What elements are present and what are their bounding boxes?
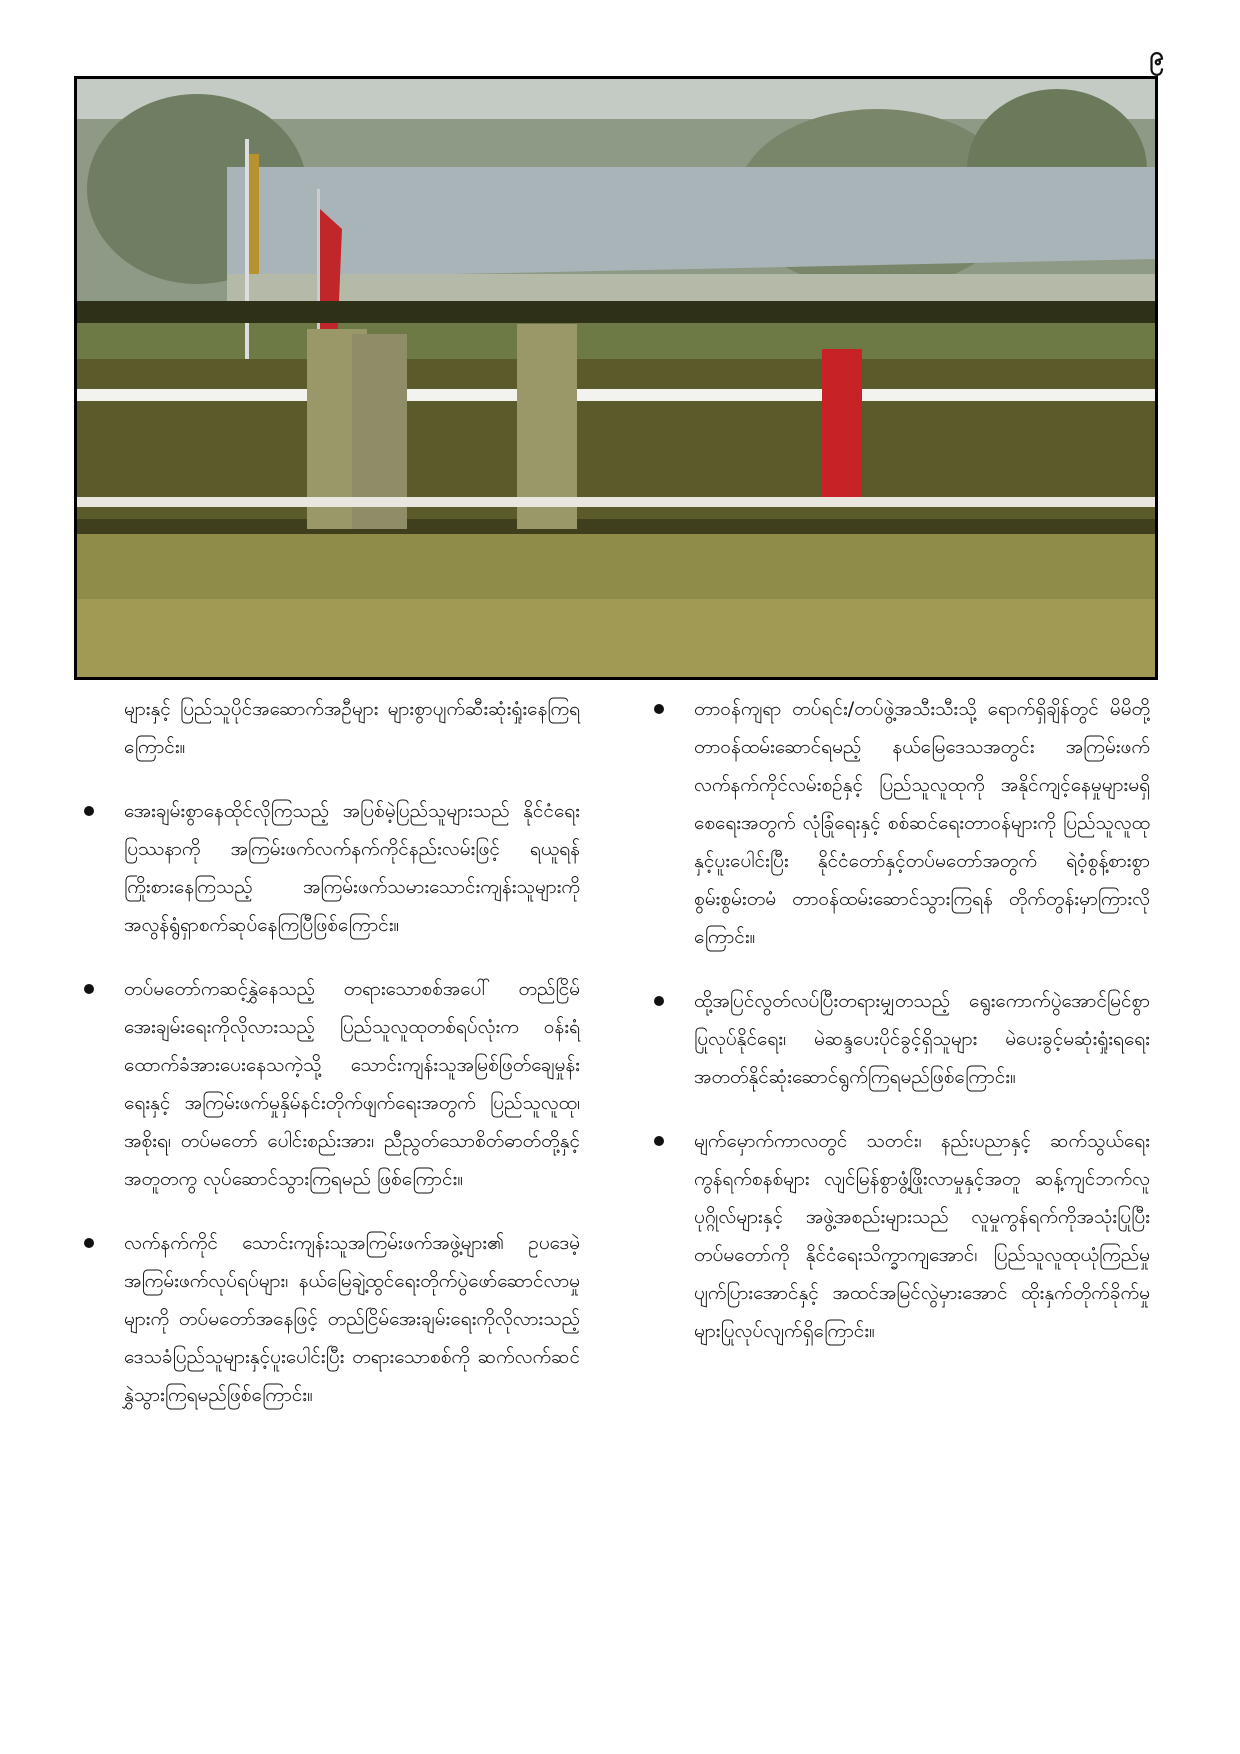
bullet-text: အေးချမ်းစွာနေထိုင်လိုကြသည့် အပြစ်မဲ့ပြည်သူများသည် နိုင်ငံရေးပြဿနာကို အကြမ်းဖက်လက်နက်ကိုင်နည်းလမ်းဖြင့် ရယူရန်ကြိုးစားနေကြသည့် အကြမ်းဖက်သမားသောင်းကျန်းသူများကို အလွန်ရွံရှာစက်ဆုပ်နေကြပြီဖြစ်ကြောင်း။ bbox=[124, 800, 580, 936]
page-number: ၉ bbox=[1149, 41, 1164, 71]
bullet-text: တာဝန်ကျရာ တပ်ရင်း/တပ်ဖွဲ့အသီးသီးသို့ ရောက်ရှိချိန်တွင် မိမိတို့တာဝန်ထမ်းဆောင်ရမည့် နယ်မြေဒေသအတွင်း အကြမ်းဖက်လက်နက်ကိုင်လမ်းစဉ်နှင့် ပြည်သူလူထုကို အနိုင်ကျင့်နေမှုများမရှိစေရေးအတွက် လုံခြုံရေးနှင့် စစ်ဆင်ရေးတာဝန်များကို ပြည်သူလူထုနှင့်ပူးပေါင်းပြီး နိုင်ငံတော်နှင့်တပ်မတော်အတွက် ရဲဝံ့စွန့်စားစွာ စွမ်းစွမ်းတမံ တာဝန်ထမ်းဆောင်သွားကြရန် တိုက်တွန်းမှာကြားလိုကြောင်း။ bbox=[694, 698, 1150, 948]
bullet-text: တပ်မတော်ကဆင့်နွှဲနေသည့် တရားသောစစ်အပေါ် တည်ငြိမ်အေးချမ်းရေးကိုလိုလားသည့် ပြည်သူလူထုတစ်ရပ်လုံးက ဝန်းရံထောက်ခံအားပေးနေသကဲ့သို့ သောင်းကျန်းသူအမြစ်ဖြတ်ချေမှုန်းရေးနှင့် အကြမ်းဖက်မှုနှိမ်နင်းတိုက်ဖျက်ရေးအတွက် ပြည်သူလူထု၊ အစိုးရ၊ တပ်မတော် ပေါင်းစည်းအား၊ ညီညွတ်သောစိတ်ဓာတ်တို့နှင့်အတူတကွ လုပ်ဆောင်သွားကြရမည် ဖြစ်ကြောင်း။ bbox=[124, 978, 580, 1190]
parade-photo-icon bbox=[77, 79, 1155, 677]
bullet-item bbox=[80, 1224, 580, 1414]
bullet-text: မျက်မှောက်ကာလတွင် သတင်း၊ နည်းပညာနှင့် ဆက်သွယ်ရေးကွန်ရက်စနစ်များ လျင်မြန်စွာဖွံ့ဖြိုးလာမှုနှင့်အတူ ဆန့်ကျင်ဘက်လူပုဂ္ဂိုလ်များနှင့် အဖွဲ့အစည်းများသည် လူမှုကွန်ရက်ကိုအသုံးပြုပြီး တပ်မတော်ကို နိုင်ငံရေးသိက္ခာကျအောင်၊ ပြည်သူလူထုယုံကြည်မှု ပျက်ပြားအောင်နှင့် အထင်အမြင်လွဲမှားအောင် ထိုးနှက်တိုက်ခိုက်မှုများပြုလုပ်လျက်ရှိကြောင်း။ bbox=[694, 1130, 1150, 1342]
bullet-text: ထို့အပြင်လွတ်လပ်ပြီးတရားမျှတသည့် ရွေးကောက်ပွဲအောင်မြင်စွာပြုလုပ်နိုင်ရေး၊ မဲဆန္ဒပေးပိုင်ခွင့်ရှိသူများ မဲပေးခွင့်မဆုံးရှုံးရရေး အတတ်နိုင်ဆုံးဆောင်ရွက်ကြရမည်ဖြစ်ကြောင်း။ bbox=[694, 990, 1150, 1088]
continuation-paragraph: များနှင့် ပြည်သူပိုင်အဆောက်အဦများ များစွာပျက်ဆီးဆုံးရှုံးနေကြရကြောင်း။ bbox=[124, 698, 580, 758]
bullet-item bbox=[650, 690, 1150, 956]
bullet-item bbox=[650, 1122, 1150, 1350]
bullet-item bbox=[650, 982, 1150, 1096]
bullet-icon bbox=[84, 984, 94, 994]
bullet-icon bbox=[654, 996, 664, 1006]
bullet-icon bbox=[84, 806, 94, 816]
left-column bbox=[80, 690, 580, 1440]
right-column bbox=[650, 690, 1150, 1376]
bullet-icon bbox=[84, 1238, 94, 1248]
bullet-item bbox=[80, 792, 580, 944]
bullet-text: လက်နက်ကိုင် သောင်းကျန်းသူအကြမ်းဖက်အဖွဲ့များ၏ ဥပဒေမဲ့အကြမ်းဖက်လုပ်ရပ်များ၊ နယ်မြေချဲ့ထွင်ရေးတိုက်ပွဲဖော်ဆောင်လာမှုများကို တပ်မတော်အနေဖြင့် တည်ငြိမ်အေးချမ်းရေးကိုလိုလားသည့် ဒေသခံပြည်သူများနှင့်ပူးပေါင်းပြီး တရားသောစစ်ကို ဆက်လက်ဆင်နွှဲသွားကြရမည်ဖြစ်ကြောင်း။ bbox=[124, 1232, 580, 1406]
bullet-icon bbox=[654, 1136, 664, 1146]
bullet-icon bbox=[654, 704, 664, 714]
parade-photo bbox=[74, 76, 1158, 680]
bullet-item bbox=[80, 970, 580, 1198]
